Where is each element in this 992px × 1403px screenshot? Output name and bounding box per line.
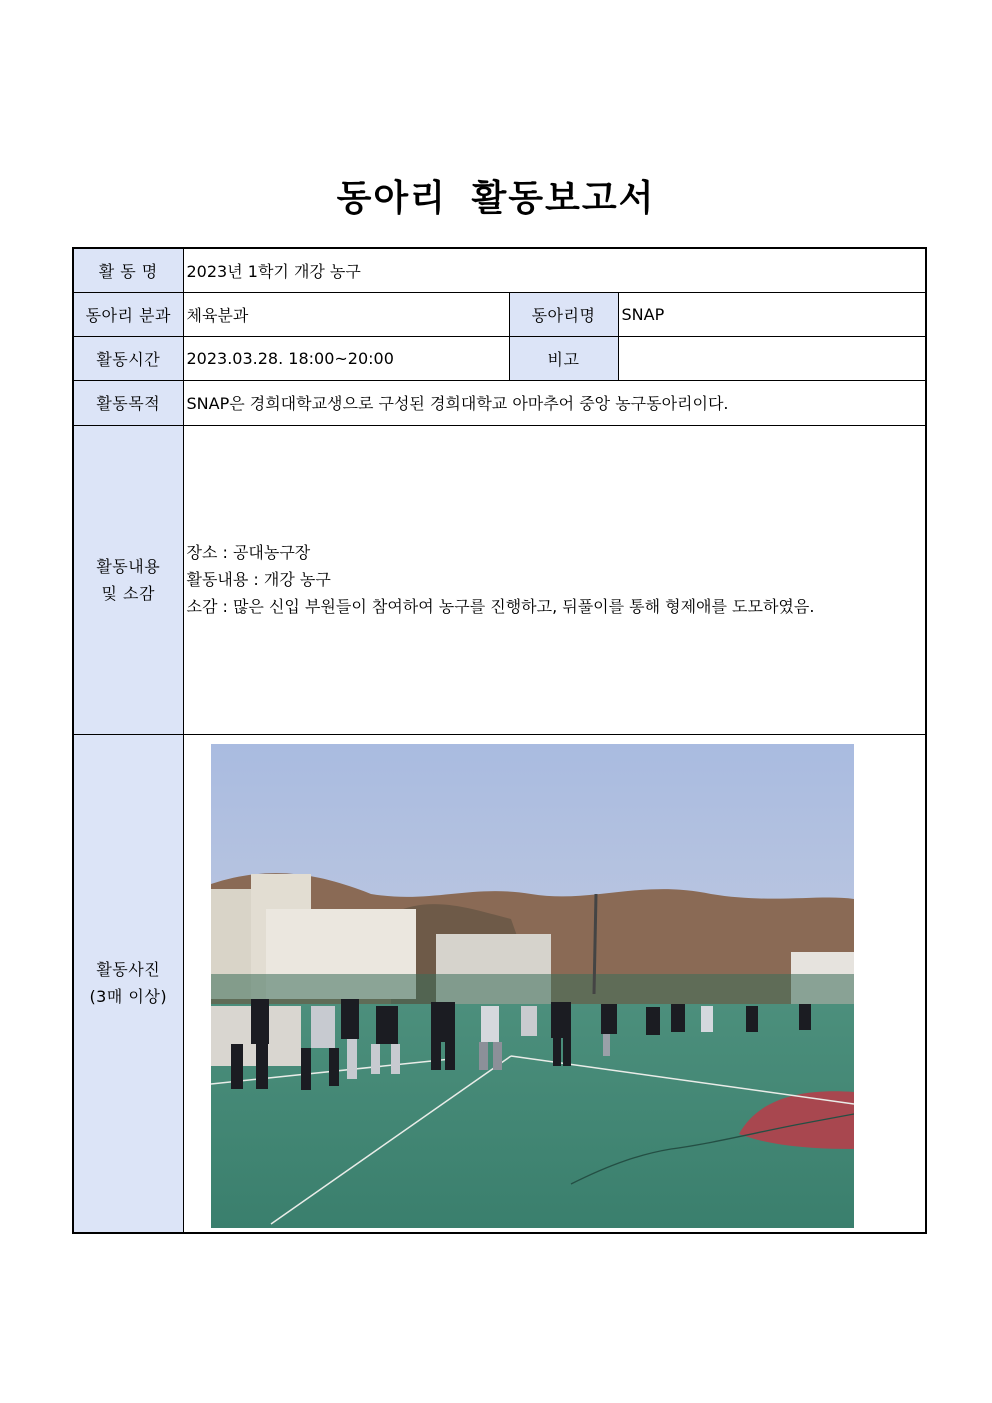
photo-cell [183,734,926,1233]
content-line-impression: 소감 : 많은 신입 부원들이 참여하여 농구를 진행하고, 뒤풀이를 통해 형제애를 도모하였음. [186,597,815,616]
page-title: 동아리 활동보고서 [336,178,656,219]
photo-light-pole [594,894,596,994]
activity-time-label: 활동시간 [73,336,183,380]
activity-photo [211,744,854,1228]
content-line-location: 장소 : 공대농구장 [186,543,311,562]
activity-report-table [72,247,927,1234]
row-activity-time [73,336,926,380]
row-club-info [73,292,926,336]
club-division-value: 체육분과 [183,292,509,336]
club-name-label: 동아리명 [509,292,618,336]
activity-time-value: 2023.03.28. 18:00~20:00 [183,336,509,380]
row-purpose [73,380,926,425]
row-content [73,425,926,734]
content-line-activity: 활동내용 : 개강 농구 [186,570,331,589]
content-label-line1: 활동내용 [96,556,161,576]
photo-label-line1: 활동사진 [96,960,161,980]
remarks-label: 비고 [509,336,618,380]
club-division-label: 동아리 분과 [73,292,183,336]
remarks-value [618,336,926,380]
content-value [183,425,926,734]
photo-label [73,734,183,1233]
content-label [73,425,183,734]
purpose-label: 활동목적 [73,380,183,425]
activity-name-value: 2023년 1학기 개강 농구 [183,248,926,292]
purpose-value: SNAP은 경희대학교생으로 구성된 경희대학교 아마추어 중앙 농구동아리이다. [183,380,926,425]
row-photo [73,734,926,1233]
club-name-value: SNAP [618,292,926,336]
row-activity-name [73,248,926,292]
content-label-line2: 및 소감 [101,583,155,603]
activity-name-label: 활 동 명 [73,248,183,292]
photo-label-line2: (3매 이상) [89,987,168,1007]
